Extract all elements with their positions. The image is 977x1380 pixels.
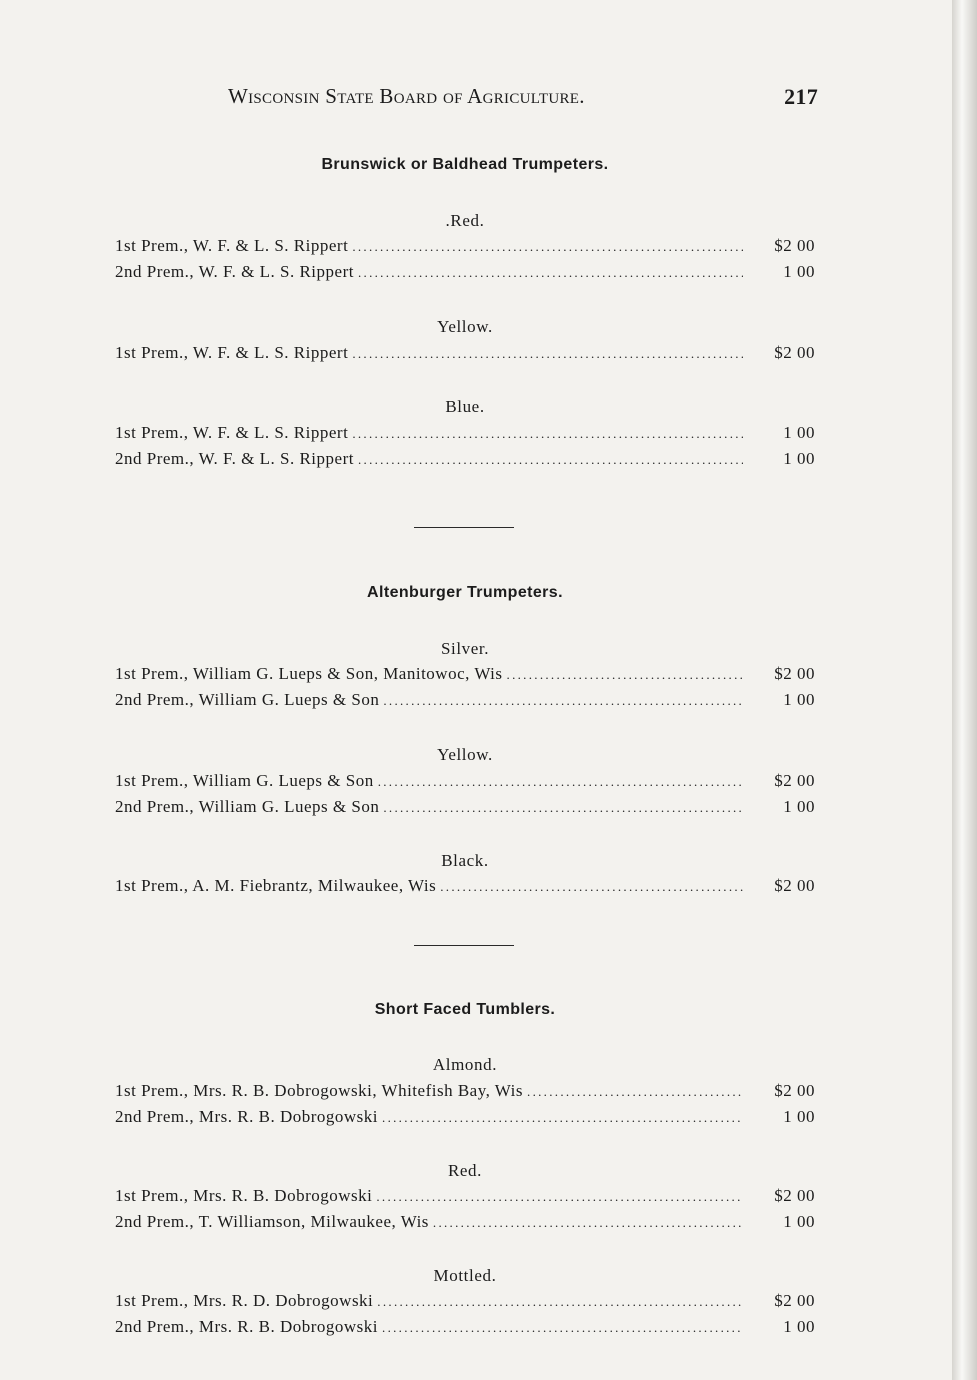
prize-winner: 1st Prem., William G. Lueps & Son [115,771,374,790]
subsection-heading: Almond. [432,1055,498,1074]
prize-amount: 1 00 [783,690,815,709]
prize-amount: $2 00 [774,876,815,895]
dot-leader [352,426,743,442]
page-number: 217 [784,84,818,109]
section-heading: Altenburger Trumpeters. [367,584,563,601]
prize-amount: 1 00 [783,423,815,442]
prize-entry [115,1081,815,1103]
prize-entry [115,664,815,686]
subsection-heading: Yellow. [437,745,493,764]
dot-leader [433,1215,743,1231]
prize-entry [115,423,815,445]
prize-entry [115,449,815,471]
prize-amount: 1 00 [783,1107,815,1126]
prize-entry [115,236,815,258]
section-heading: Short Faced Tumblers. [374,1001,556,1018]
running-head-title: Wisconsin State Board of Agriculture. [228,84,585,108]
prize-amount: $2 00 [774,771,815,790]
prize-winner: 1st Prem., Mrs. R. B. Dobrogowski, Whitefish Bay, Wis [115,1081,524,1100]
dot-leader [383,800,743,816]
prize-amount: $2 00 [774,664,815,683]
dot-leader [440,879,743,895]
prize-entry [115,690,815,712]
prize-entry [115,1317,815,1339]
prize-winner: 1st Prem., Mrs. R. B. Dobrogowski [115,1186,373,1205]
prize-entry [115,1291,815,1313]
section-heading: Brunswick or Baldhead Trumpeters. [321,156,609,173]
prize-entry [115,262,815,284]
subsection-heading: Red. [447,1161,483,1180]
prize-amount: 1 00 [783,1212,815,1231]
dot-leader [358,265,743,281]
prize-entry [115,771,815,793]
dot-leader [383,693,743,709]
dot-leader [358,452,743,468]
subsection-heading: Black. [441,851,489,870]
prize-entry [115,1186,815,1208]
subsection-heading: .Red. [445,211,485,230]
prize-winner: 1st Prem., W. F. & L. S. Rippert [115,236,349,255]
section-divider [414,945,514,946]
prize-amount: $2 00 [774,1081,815,1100]
dot-leader [378,774,743,790]
prize-amount: $2 00 [774,343,815,362]
prize-entry [115,1107,815,1129]
prize-winner: 2nd Prem., W. F. & L. S. Rippert [115,449,354,468]
subsection-heading: Yellow. [437,317,493,336]
dot-leader [382,1320,743,1336]
running-head [228,84,818,114]
subsection-heading: Mottled. [433,1266,497,1285]
prize-winner: 2nd Prem., William G. Lueps & Son [115,690,380,709]
dot-leader [352,239,743,255]
dot-leader [352,346,743,362]
prize-amount: 1 00 [783,262,815,281]
prize-entry [115,343,815,365]
prize-amount: 1 00 [783,449,815,468]
dot-leader [376,1189,743,1205]
prize-entry [115,797,815,819]
page-edge [952,0,977,1380]
prize-winner: 2nd Prem., T. Williamson, Milwaukee, Wis [115,1212,429,1231]
prize-winner: 2nd Prem., Mrs. R. B. Dobrogowski [115,1107,379,1126]
prize-winner: 1st Prem., W. F. & L. S. Rippert [115,423,349,442]
prize-amount: $2 00 [774,1186,815,1205]
dot-leader [527,1084,743,1100]
subsection-heading: Blue. [445,397,485,416]
prize-winner: 1st Prem., Mrs. R. D. Dobrogowski [115,1291,374,1310]
subsection-heading: Silver. [440,639,490,658]
prize-winner: 1st Prem., A. M. Fiebrantz, Milwaukee, Wis [115,876,437,895]
prize-amount: 1 00 [783,1317,815,1336]
prize-winner: 1st Prem., W. F. & L. S. Rippert [115,343,349,362]
prize-winner: 2nd Prem., William G. Lueps & Son [115,797,380,816]
prize-winner: 2nd Prem., W. F. & L. S. Rippert [115,262,354,281]
dot-leader [382,1110,743,1126]
dot-leader [377,1294,743,1310]
prize-entry [115,1212,815,1234]
dot-leader [507,667,743,683]
prize-entry [115,876,815,898]
prize-amount: 1 00 [783,797,815,816]
prize-amount: $2 00 [774,236,815,255]
prize-amount: $2 00 [774,1291,815,1310]
prize-winner: 1st Prem., William G. Lueps & Son, Manitowoc, Wis [115,664,503,683]
section-divider [414,527,514,528]
prize-winner: 2nd Prem., Mrs. R. B. Dobrogowski [115,1317,379,1336]
